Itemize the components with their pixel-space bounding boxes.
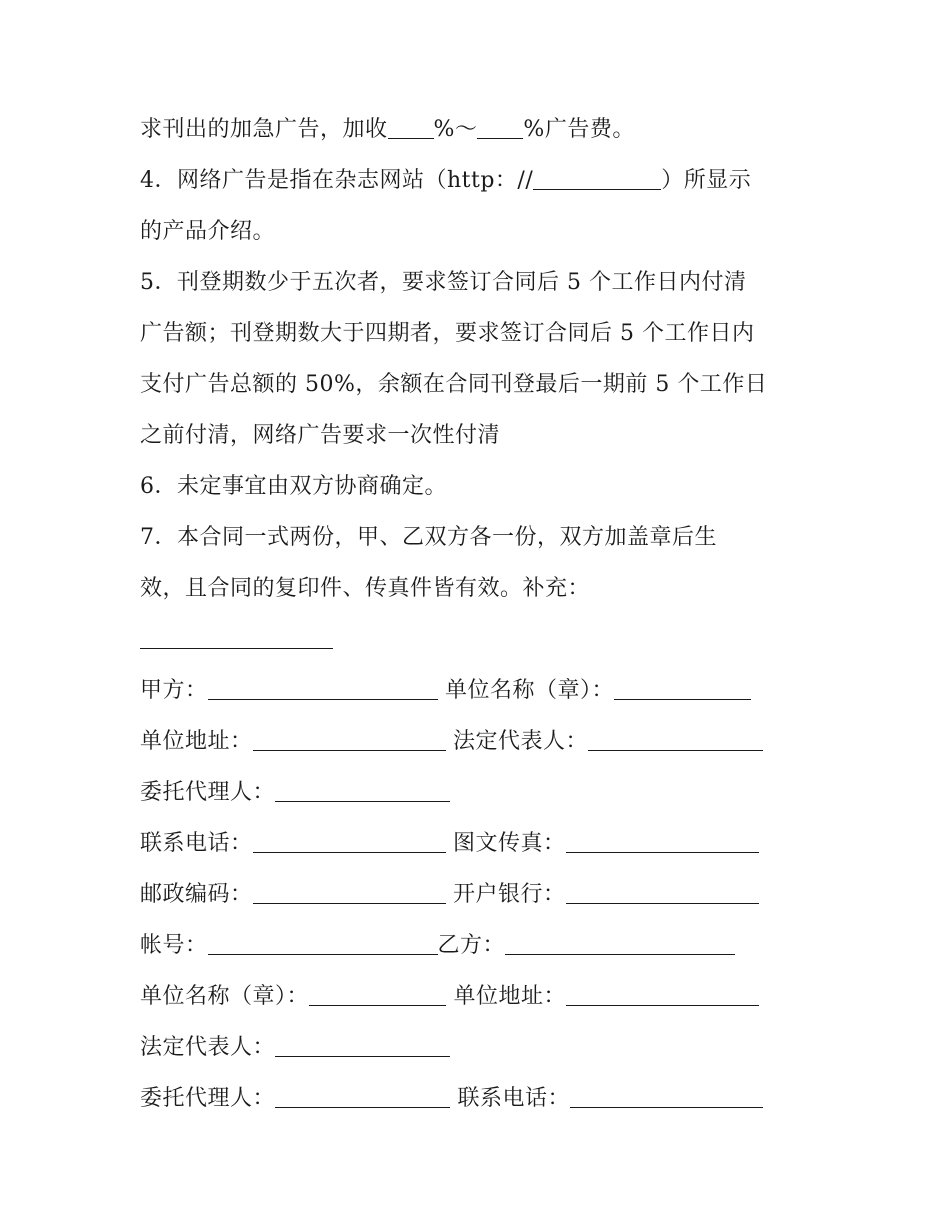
agent-a-label: 委托代理人：	[140, 780, 276, 805]
clause-4-text-a: 4．网络广告是指在杂志网站（http：//	[140, 168, 534, 193]
legal-rep-a-label: 法定代表人：	[453, 729, 589, 754]
fill-blank-agent-a[interactable]	[275, 779, 450, 802]
bank-a-label: 开户银行：	[453, 882, 566, 907]
fill-blank-agent-b[interactable]	[275, 1085, 450, 1108]
party-a-line	[140, 665, 820, 716]
clause-4-line-2: 的产品介绍。	[140, 219, 276, 244]
unit-b-line	[140, 971, 820, 1022]
party-a-label: 甲方：	[140, 678, 208, 703]
fill-blank-supplement[interactable]	[140, 626, 333, 649]
fill-blank-unit-address-a[interactable]	[253, 728, 446, 751]
fill-blank-website-url[interactable]	[533, 167, 661, 190]
contract-page	[140, 104, 820, 1124]
clause-5-line-2: 广告额；刊登期数大于四期者，要求签订合同后 5 个工作日内	[140, 321, 755, 346]
agent-b-line	[140, 1073, 820, 1124]
unit-name-b-label: 单位名称（章）：	[140, 984, 310, 1009]
postcode-a-line	[140, 869, 820, 920]
clause-7-line-1: 7．本合同一式两份，甲、乙双方各一份，双方加盖章后生	[140, 525, 717, 550]
fill-blank-legal-rep-b[interactable]	[275, 1034, 450, 1057]
account-party-b-line	[140, 920, 820, 971]
fill-blank-party-b[interactable]	[505, 932, 735, 955]
fill-blank-unit-name-b[interactable]	[309, 983, 446, 1006]
clause-5-line-1: 5．刊登期数少于五次者，要求签订合同后 5 个工作日内付清	[140, 270, 747, 295]
fill-blank-unit-name-a[interactable]	[614, 677, 751, 700]
clause-5-line-3: 支付广告总额的 50%，余额在合同刊登最后一期前 5 个工作日	[140, 372, 768, 397]
clause-6: 6．未定事宜由双方协商确定。	[140, 474, 447, 499]
postcode-a-label: 邮政编码：	[140, 882, 253, 907]
urgent-text-before: 求刊出的加急广告，加收	[140, 117, 388, 142]
clause-7-line-2: 效，且合同的复印件、传真件皆有效。补充：	[140, 576, 591, 601]
urgent-text-mid: %～	[433, 117, 478, 142]
agent-a-line	[140, 767, 820, 818]
supplement-line	[140, 614, 820, 665]
fill-blank-bank-a[interactable]	[566, 881, 759, 904]
legal-rep-b-line	[140, 1022, 820, 1073]
account-a-label: 帐号：	[140, 933, 208, 958]
fax-a-label: 图文传真：	[453, 831, 566, 856]
clause-4-text-b: ）所显示	[661, 168, 752, 193]
fill-blank-unit-address-b[interactable]	[566, 983, 759, 1006]
legal-rep-b-label: 法定代表人：	[140, 1035, 276, 1060]
urgent-ad-line	[140, 104, 820, 155]
clause-5-line-4: 之前付清，网络广告要求一次性付清	[140, 423, 501, 448]
fill-blank-legal-rep-a[interactable]	[588, 728, 763, 751]
phone-a-label: 联系电话：	[140, 831, 253, 856]
party-b-label: 乙方：	[437, 933, 506, 958]
fill-blank-phone-a[interactable]	[253, 830, 446, 853]
fill-blank-phone-b[interactable]	[570, 1085, 763, 1108]
fill-blank-party-a[interactable]	[208, 677, 438, 700]
urgent-text-after: %广告费。	[523, 117, 635, 142]
phone-b-label: 联系电话：	[457, 1086, 571, 1111]
unit-address-a-label: 单位地址：	[140, 729, 253, 754]
unit-name-a-label: 单位名称（章）：	[445, 678, 615, 703]
fill-blank-fax-a[interactable]	[566, 830, 759, 853]
phone-a-line	[140, 818, 820, 869]
fill-blank-postcode-a[interactable]	[253, 881, 446, 904]
agent-b-label: 委托代理人：	[140, 1086, 276, 1111]
fill-blank-max-percent[interactable]	[477, 116, 523, 139]
fill-blank-account-a[interactable]	[208, 932, 438, 955]
fill-blank-min-percent[interactable]	[388, 116, 434, 139]
address-a-line	[140, 716, 820, 767]
unit-address-b-label: 单位地址：	[453, 984, 567, 1009]
clause-4-line-1	[140, 155, 820, 206]
